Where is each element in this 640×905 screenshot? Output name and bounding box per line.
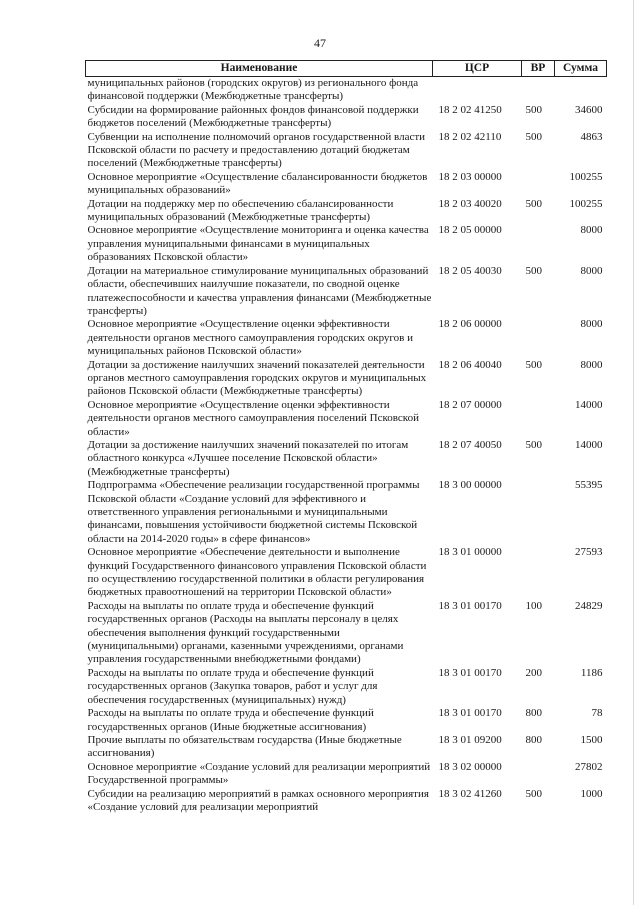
cell-vr: 200: [525, 666, 542, 679]
header-sum: Сумма: [555, 61, 607, 77]
cell-sum: 1000: [580, 787, 603, 800]
cell-name: муниципальных районов (городских округов) из регионального фонда финансовой поддержки (Межбюджетные трансферты): [87, 77, 419, 103]
cell-vr: 500: [525, 197, 542, 210]
cell-sum: 8000: [580, 224, 603, 237]
table-row: [86, 600, 607, 667]
page-number: 47: [314, 36, 326, 50]
table-row: [86, 359, 607, 399]
cell-vr: 500: [525, 358, 542, 371]
cell-name: Подпрограмма «Обеспечение реализации государственной программы Псковской области «Создание условий для эффективного и ответственного управления региональными и муниципальными финансами, повышения устойчивости бюджетной системы Псковской области на 2014-2020 годы» в сфере финансов»: [87, 479, 420, 545]
cell-sum: 1186: [580, 666, 603, 679]
cell-vr: [522, 479, 555, 546]
cell-vr: 500: [525, 438, 542, 451]
cell-vr: 500: [525, 787, 542, 800]
cell-sum: 1500: [580, 733, 603, 746]
cell-name: Основное мероприятие «Создание условий для реализации мероприятий Государственной программы»: [87, 760, 431, 787]
cell-name: Субсидии на реализацию мероприятий в рамках основного мероприятия «Создание условий для реализации мероприятий: [87, 787, 429, 813]
cell-name: Основное мероприятие «Осуществление мониторинга и оценка качества управления муниципальными финансами в муниципальных образованиях Псковской области»: [87, 224, 429, 264]
budget-table: [85, 60, 607, 814]
cell-name: Расходы на выплаты по оплате труда и обеспечение функций государственных органов (Расходы на выплаты персоналу в целях обеспечения выполнения функций государственными (муниципальными) органами, казенными учреждениями, органами управления государственными внебюджетными фондами): [87, 599, 404, 666]
cell-sum: 55395: [575, 479, 603, 492]
table-row: [86, 198, 607, 225]
table-row: [86, 318, 607, 358]
cell-vr: [522, 224, 555, 264]
cell-sum: 27802: [575, 760, 603, 773]
table-row: [86, 667, 607, 707]
cell-csr: 18 3 01 00170: [438, 599, 502, 612]
cell-vr: 500: [525, 264, 542, 277]
table-row: [86, 171, 607, 198]
cell-vr: [522, 171, 555, 198]
cell-name: Расходы на выплаты по оплате труда и обеспечение функций государственных органов (Иные бюджетные ассигнования): [87, 707, 374, 733]
table-row: [86, 104, 607, 131]
cell-csr: 18 3 01 00170: [438, 666, 502, 679]
cell-csr: 18 3 02 41260: [438, 787, 502, 800]
cell-csr: 18 3 00 00000: [438, 479, 502, 492]
table-row: [86, 734, 607, 761]
cell-csr: 18 2 07 00000: [438, 398, 502, 411]
cell-sum: 4863: [580, 130, 603, 143]
table-row: [86, 439, 607, 479]
cell-vr: [522, 761, 555, 788]
table-row: [86, 131, 607, 171]
cell-name: Основное мероприятие «Обеспечение деятельности и выполнение функций Государственного финансового управления Псковской области по осуществлению государственной политики в области регулирования бюджетных правоотношений на территории Псковской области»: [87, 546, 427, 599]
cell-csr: [433, 77, 522, 104]
cell-csr: 18 2 06 00000: [438, 318, 502, 331]
table-row: [86, 788, 607, 815]
cell-sum: 78: [591, 707, 603, 720]
cell-csr: 18 2 07 40050: [438, 438, 502, 451]
cell-csr: 18 3 02 00000: [438, 760, 502, 773]
cell-csr: 18 2 02 42110: [438, 130, 502, 143]
cell-csr: 18 2 02 41250: [438, 103, 502, 116]
cell-sum: 24829: [575, 599, 603, 612]
cell-name: Расходы на выплаты по оплате труда и обеспечение функций государственных органов (Закупка товаров, работ и услуг для обеспечения государственных (муниципальных) нужд): [87, 666, 378, 706]
cell-vr: 100: [525, 599, 542, 612]
cell-vr: 500: [525, 130, 542, 143]
cell-name: Дотации за достижение наилучших значений показателей по итогам областного конкурса «Лучшее поселение Псковской области» (Межбюджетные трансферты): [87, 438, 409, 478]
header-vr: ВР: [522, 61, 555, 77]
cell-vr: [522, 546, 555, 600]
cell-vr: 800: [525, 707, 542, 720]
cell-sum: 14000: [575, 438, 603, 451]
cell-sum: 14000: [575, 398, 603, 411]
cell-name: Дотации на поддержку мер по обеспечению сбалансированности муниципальных образований (Межбюджетные трансферты): [87, 197, 394, 224]
table-body: [86, 77, 607, 815]
table-header-row: [86, 61, 607, 77]
cell-csr: 18 3 01 09200: [438, 733, 502, 746]
cell-csr: 18 2 05 00000: [438, 224, 502, 237]
cell-name: Субсидии на формирование районных фондов финансовой поддержки бюджетов поселений (Межбюджетные трансферты): [87, 103, 419, 130]
cell-sum: 8000: [580, 264, 603, 277]
cell-name: Дотации за достижение наилучших значений показателей деятельности органов местного самоуправления городских округов и муниципальных районов Псковской области (Межбюджетные трансферты): [87, 358, 427, 398]
cell-sum: 100255: [569, 197, 603, 210]
cell-sum: 34600: [575, 103, 603, 116]
cell-sum: 100255: [569, 170, 603, 183]
cell-name: Субвенции на исполнение полномочий органов государственной власти Псковской области по расчету и предоставлению дотаций бюджетам поселений (Межбюджетные трансферты): [87, 130, 426, 170]
cell-name: Прочие выплаты по обязательствам государства (Иные бюджетные ассигнования): [87, 733, 402, 760]
table-row: [86, 761, 607, 788]
table-row: [86, 399, 607, 439]
cell-sum: 8000: [580, 318, 603, 331]
header-name: Наименование: [86, 61, 433, 77]
cell-name: Основное мероприятие «Осуществление оценки эффективности деятельности органов местного самоуправления городских округов и муниципальных районов Псковской области»: [87, 318, 413, 358]
cell-vr: 500: [525, 103, 542, 116]
table-row: [86, 707, 607, 734]
cell-sum: 27593: [575, 546, 603, 559]
table-row: [86, 265, 607, 319]
table-row: [86, 77, 607, 104]
scan-edge: [633, 0, 634, 905]
cell-vr: [522, 318, 555, 358]
cell-sum: [555, 77, 607, 104]
cell-csr: 18 3 01 00000: [438, 546, 502, 559]
header-csr: ЦСР: [433, 61, 522, 77]
cell-vr: [522, 77, 555, 104]
cell-sum: 8000: [580, 358, 603, 371]
table-row: [86, 224, 607, 264]
cell-csr: 18 2 05 40030: [438, 264, 502, 277]
cell-vr: [522, 399, 555, 439]
cell-csr: 18 2 03 00000: [438, 170, 502, 183]
table-row: [86, 546, 607, 600]
cell-name: Дотации на материальное стимулирование муниципальных образований области, обеспечивших наилучшие показатели, по сводной оценке платежеспособности и качества управления финансами (Межбюджетные трансферты): [87, 264, 432, 317]
cell-csr: 18 2 06 40040: [438, 358, 502, 371]
cell-vr: 800: [525, 733, 542, 746]
cell-csr: 18 2 03 40020: [438, 197, 502, 210]
cell-name: Основное мероприятие «Осуществление оценки эффективности деятельности органов местного самоуправления поселений Псковской области»: [87, 398, 419, 438]
cell-name: Основное мероприятие «Осуществление сбалансированности бюджетов муниципальных образований»: [87, 170, 428, 197]
cell-csr: 18 3 01 00170: [438, 707, 502, 720]
table-row: [86, 479, 607, 546]
